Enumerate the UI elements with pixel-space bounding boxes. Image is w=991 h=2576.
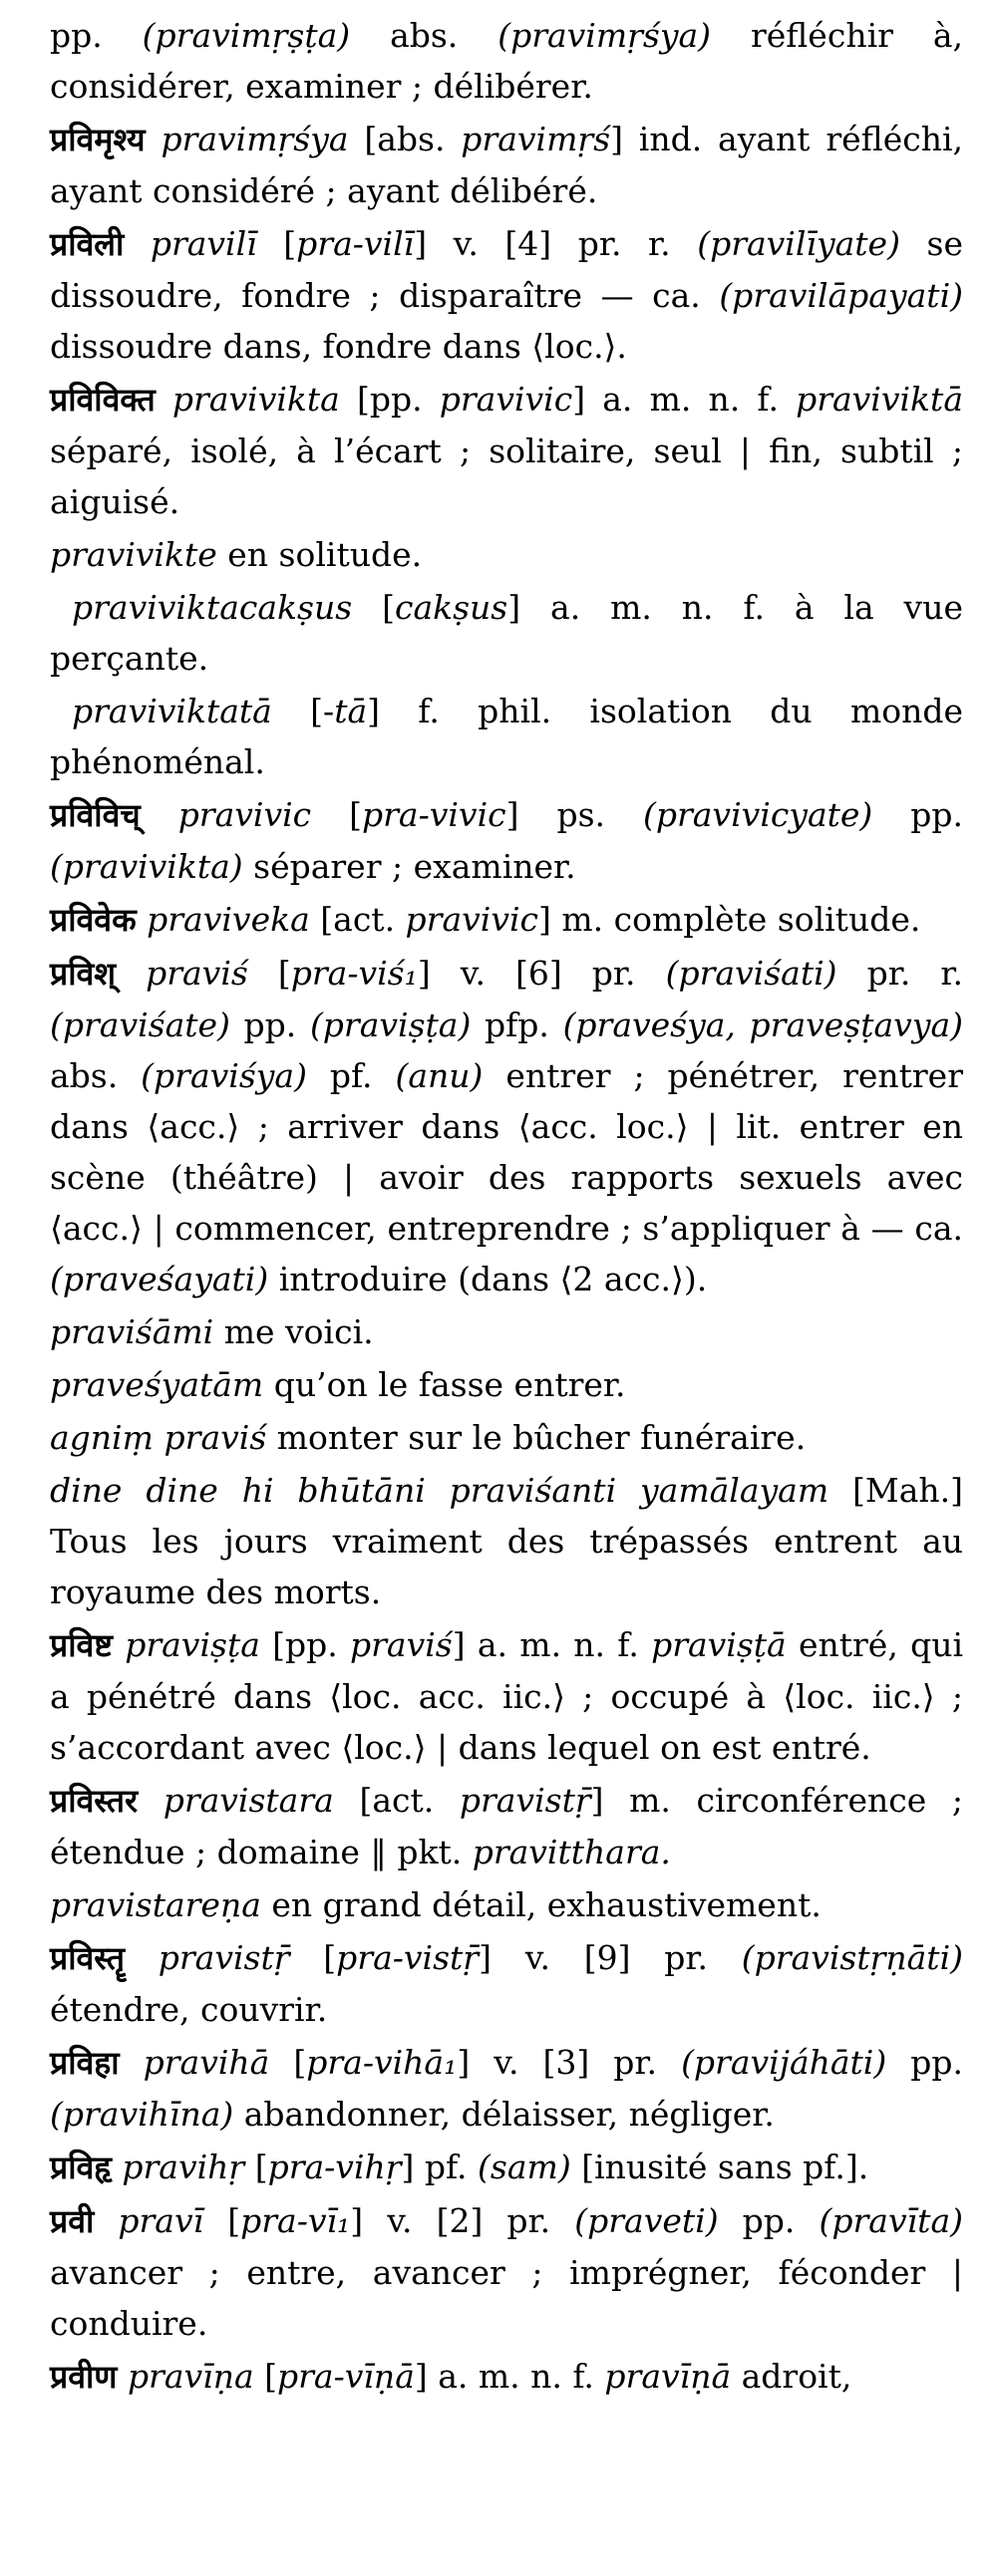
- text: [pp.: [339, 380, 440, 419]
- italic-text: agniṃ praviś: [50, 1418, 267, 1457]
- text: monter sur le bûcher funéraire.: [266, 1418, 807, 1457]
- devanagari-headword: प्रविविच्: [50, 796, 141, 834]
- text: [act.: [333, 1781, 460, 1820]
- entry-example: [50, 529, 963, 580]
- italic-text: cakṣus: [394, 588, 508, 627]
- italic-text: pravihṛ: [122, 2147, 245, 2186]
- dictionary-entry: [50, 374, 963, 527]
- italic-text: (pravimṛṣṭa): [142, 16, 351, 55]
- italic-text: pravimṛś: [461, 120, 611, 158]
- text: [abs.: [348, 120, 462, 158]
- italic-text: (praveśayati): [50, 1260, 269, 1298]
- text: [124, 224, 151, 263]
- text: en grand détail, exhaustivement.: [260, 1885, 822, 1924]
- italic-text: pravivic: [177, 795, 312, 834]
- text: ] v. [4] pr. r.: [414, 224, 698, 263]
- italic-text: praviś: [146, 954, 248, 993]
- text: ] f. phil. isolation du monde phénoménal.: [50, 692, 964, 781]
- text: me voici.: [213, 1312, 374, 1351]
- text: [: [289, 1938, 337, 1977]
- compound-entry: [50, 686, 963, 787]
- dictionary-entry: [50, 1775, 963, 1877]
- text: ] v. [2] pr.: [350, 2201, 575, 2240]
- devanagari-headword: प्रवी: [50, 2202, 95, 2240]
- italic-text: praviṣṭā: [651, 1625, 787, 1664]
- devanagari-headword: प्रवीण: [50, 2358, 118, 2396]
- text: [: [256, 224, 297, 263]
- italic-text: dine dine hi bhūtāni praviśanti yamālayam: [50, 1471, 829, 1510]
- text: abs.: [50, 1056, 142, 1095]
- italic-text: praviviktatā: [72, 692, 272, 730]
- italic-text: (praviṣṭa): [309, 1005, 472, 1044]
- dictionary-entry: [50, 2195, 963, 2349]
- italic-text: pravitthara.: [472, 1833, 671, 1871]
- entry-example: [50, 1412, 963, 1463]
- text: [117, 2357, 128, 2396]
- dictionary-entry: [50, 894, 963, 946]
- italic-text: pravīṇa: [127, 2357, 254, 2396]
- italic-text: pra-vivic: [362, 795, 506, 834]
- italic-text: (pravivicyate): [642, 795, 873, 834]
- text: [116, 954, 146, 993]
- dictionary-entry: [50, 114, 963, 216]
- text: pfp.: [471, 1005, 563, 1044]
- italic-text: pra-vihṛ: [267, 2147, 402, 2186]
- devanagari-headword: प्रविहा: [50, 2044, 120, 2082]
- compound-entry: [50, 582, 963, 684]
- devanagari-headword: प्रविष्ट: [50, 1626, 113, 1664]
- text: [94, 2201, 118, 2240]
- text: ] v. [6] pr.: [417, 954, 666, 993]
- text: ] v. [9] pr.: [479, 1938, 742, 1977]
- devanagari-headword: प्रविस्तर: [50, 1782, 139, 1820]
- italic-text: praviṣṭa: [125, 1625, 260, 1664]
- italic-text: pra-vīṇā: [277, 2357, 415, 2396]
- text: [-: [271, 692, 335, 730]
- text: [: [253, 2357, 278, 2396]
- text: [112, 2147, 123, 2186]
- italic-text: (praveti): [574, 2201, 719, 2240]
- italic-text: pravivikte: [50, 535, 217, 574]
- dictionary-entry: [50, 2351, 963, 2403]
- italic-text: pra-vihā₁: [306, 2043, 458, 2082]
- text: [138, 1781, 164, 1820]
- text: [pp.: [259, 1625, 351, 1664]
- italic-text: (pravilīyate): [697, 224, 900, 263]
- text: introduire (dans ⟨2 acc.⟩).: [268, 1260, 708, 1298]
- dictionary-entry: [50, 948, 963, 1304]
- text: abandonner, délaisser, négliger.: [233, 2095, 775, 2134]
- dictionary-entry: [50, 1619, 963, 1773]
- text: [: [247, 954, 291, 993]
- italic-text: praviviktacakṣus: [72, 588, 353, 627]
- text: dissoudre dans, fondre dans ⟨loc.⟩.: [50, 327, 627, 366]
- text: [125, 1938, 159, 1977]
- italic-text: pra-vistṝ: [336, 1938, 480, 1977]
- dictionary-entry: [50, 2142, 963, 2193]
- italic-text: (praviśate): [50, 1005, 230, 1044]
- text: pp.: [718, 2201, 820, 2240]
- text: étendre, couvrir.: [50, 1990, 328, 2029]
- text: [Mah.] Tous les jours vraiment des trépassés entrent au royaume des morts.: [50, 1471, 964, 1611]
- entry-example: [50, 1306, 963, 1357]
- italic-text: pravimṛśya: [161, 120, 349, 158]
- italic-text: (praveśya, praveṣṭavya): [562, 1005, 964, 1044]
- text: pr. r.: [836, 954, 963, 993]
- text: ] pf.: [401, 2147, 479, 2186]
- devanagari-headword: प्रविवेक: [50, 901, 137, 939]
- devanagari-headword: प्रविस्तॄ: [50, 1939, 125, 1977]
- italic-text: pravīṇā: [604, 2357, 732, 2396]
- text: [inusité sans pf.].: [570, 2147, 869, 2186]
- dictionary-entry: [50, 789, 963, 892]
- text: avancer ; entre, avancer ; imprégner, féconder | conduire.: [50, 2253, 963, 2343]
- text: pp.: [886, 2043, 964, 2082]
- text: [: [269, 2043, 307, 2082]
- devanagari-headword: प्रविहृ: [50, 2148, 112, 2186]
- italic-text: pravī: [118, 2201, 204, 2240]
- italic-text: (pravīta): [819, 2201, 963, 2240]
- entry-example: [50, 1359, 963, 1410]
- dictionary-entry: [50, 1932, 963, 2035]
- text: séparer ; examiner.: [242, 847, 576, 886]
- italic-text: pravivic: [439, 380, 573, 419]
- italic-text: praviś: [350, 1625, 453, 1664]
- text: ] a. m. n. f.: [414, 2357, 605, 2396]
- text: [: [311, 795, 362, 834]
- italic-text: pra-vī₁: [240, 2201, 351, 2240]
- dictionary-entry: [50, 2037, 963, 2140]
- entry-example: [50, 1879, 963, 1930]
- text: en solitude.: [216, 535, 423, 574]
- italic-text: praviviktā: [796, 380, 963, 419]
- text: [156, 380, 172, 419]
- entry-example: [50, 1465, 963, 1617]
- text: ] a. m. n. f. à la vue perçante.: [50, 588, 963, 678]
- italic-text: pravivic: [405, 900, 538, 939]
- dictionary-entry: [50, 218, 963, 372]
- text: [act.: [309, 900, 406, 939]
- text: qu’on le fasse entrer.: [263, 1365, 626, 1404]
- text: séparé, isolé, à l’écart ; solitaire, seul | fin, subtil ; aiguisé.: [50, 431, 963, 521]
- italic-text: pravistṝ: [459, 1781, 591, 1820]
- text: entrer ; pénétrer, rentrer dans ⟨acc.⟩ ; arriver dans ⟨acc. loc.⟩ | lit. entrer en scène (théâtre) | avoir des rapports sexuels avec ⟨acc.⟩ | commencer, entreprendre ; s’appliquer à — ca.: [50, 1056, 963, 1248]
- text: [: [203, 2201, 241, 2240]
- text: ] a. m. n. f.: [452, 1625, 652, 1664]
- italic-text: pravihā: [143, 2043, 270, 2082]
- italic-text: (pravijáhāti): [681, 2043, 887, 2082]
- italic-text: tā: [334, 692, 368, 730]
- text: [: [352, 588, 395, 627]
- text: [113, 1625, 125, 1664]
- text: [141, 795, 178, 834]
- italic-text: pra-viś₁: [290, 954, 418, 993]
- text: adroit,: [731, 2357, 852, 2396]
- italic-text: praviveka: [147, 900, 310, 939]
- text: pp.: [872, 795, 964, 834]
- italic-text: pravistareṇa: [50, 1885, 261, 1924]
- italic-text: pra-vilī: [296, 224, 415, 263]
- italic-text: (pravivikta): [50, 847, 243, 886]
- italic-text: (praviśya): [141, 1056, 307, 1095]
- text: pf.: [306, 1056, 396, 1095]
- text: ] m. complète solitude.: [538, 900, 921, 939]
- text: ] a. m. n. f.: [572, 380, 797, 419]
- text: [137, 900, 148, 939]
- text: entré, qui a pénétré dans ⟨loc. acc. iic.⟩ ; occupé à ⟨loc. iic.⟩ ; s’accordant avec ⟨loc.⟩ | dans lequel on est entré.: [50, 1625, 964, 1767]
- italic-text: pravistara: [163, 1781, 334, 1820]
- text: abs.: [350, 16, 498, 55]
- italic-text: pravistṝ: [158, 1938, 290, 1977]
- text: pp.: [229, 1005, 310, 1044]
- text: ] ps.: [505, 795, 643, 834]
- text: [146, 120, 162, 158]
- text: réfléchir à, considérer, examiner ; délibérer.: [50, 16, 963, 106]
- italic-text: pravivikta: [171, 380, 340, 419]
- devanagari-headword: प्रविश्: [50, 955, 117, 993]
- italic-text: (pravistṛṇāti): [741, 1938, 963, 1977]
- italic-text: praveśyatām: [50, 1365, 264, 1404]
- devanagari-headword: प्रविली: [50, 225, 125, 263]
- text: ] ind. ayant réfléchi, ayant considéré ; ayant délibéré.: [50, 120, 963, 210]
- text: ] v. [3] pr.: [457, 2043, 682, 2082]
- text: se dissoudre, fondre ; disparaître — ca.: [50, 224, 963, 315]
- italic-text: (anu): [395, 1056, 484, 1095]
- italic-text: (pravilāpayati): [719, 276, 963, 315]
- italic-text: pravilī: [150, 224, 257, 263]
- text: [120, 2043, 144, 2082]
- italic-text: praviśāmi: [50, 1312, 214, 1351]
- entry-continuation: [50, 10, 963, 112]
- text: ] m. circonférence ; étendue ; domaine ‖ pkt.: [50, 1781, 963, 1871]
- italic-text: (pravimṛśya): [497, 16, 712, 55]
- italic-text: (praviśati): [665, 954, 837, 993]
- devanagari-headword: प्रविमृश्य: [50, 121, 146, 158]
- italic-text: (pravihīna): [50, 2095, 234, 2134]
- devanagari-headword: प्रविविक्त: [50, 381, 156, 419]
- text: pp.: [50, 16, 143, 55]
- italic-text: (sam): [478, 2147, 571, 2186]
- text: [: [244, 2147, 268, 2186]
